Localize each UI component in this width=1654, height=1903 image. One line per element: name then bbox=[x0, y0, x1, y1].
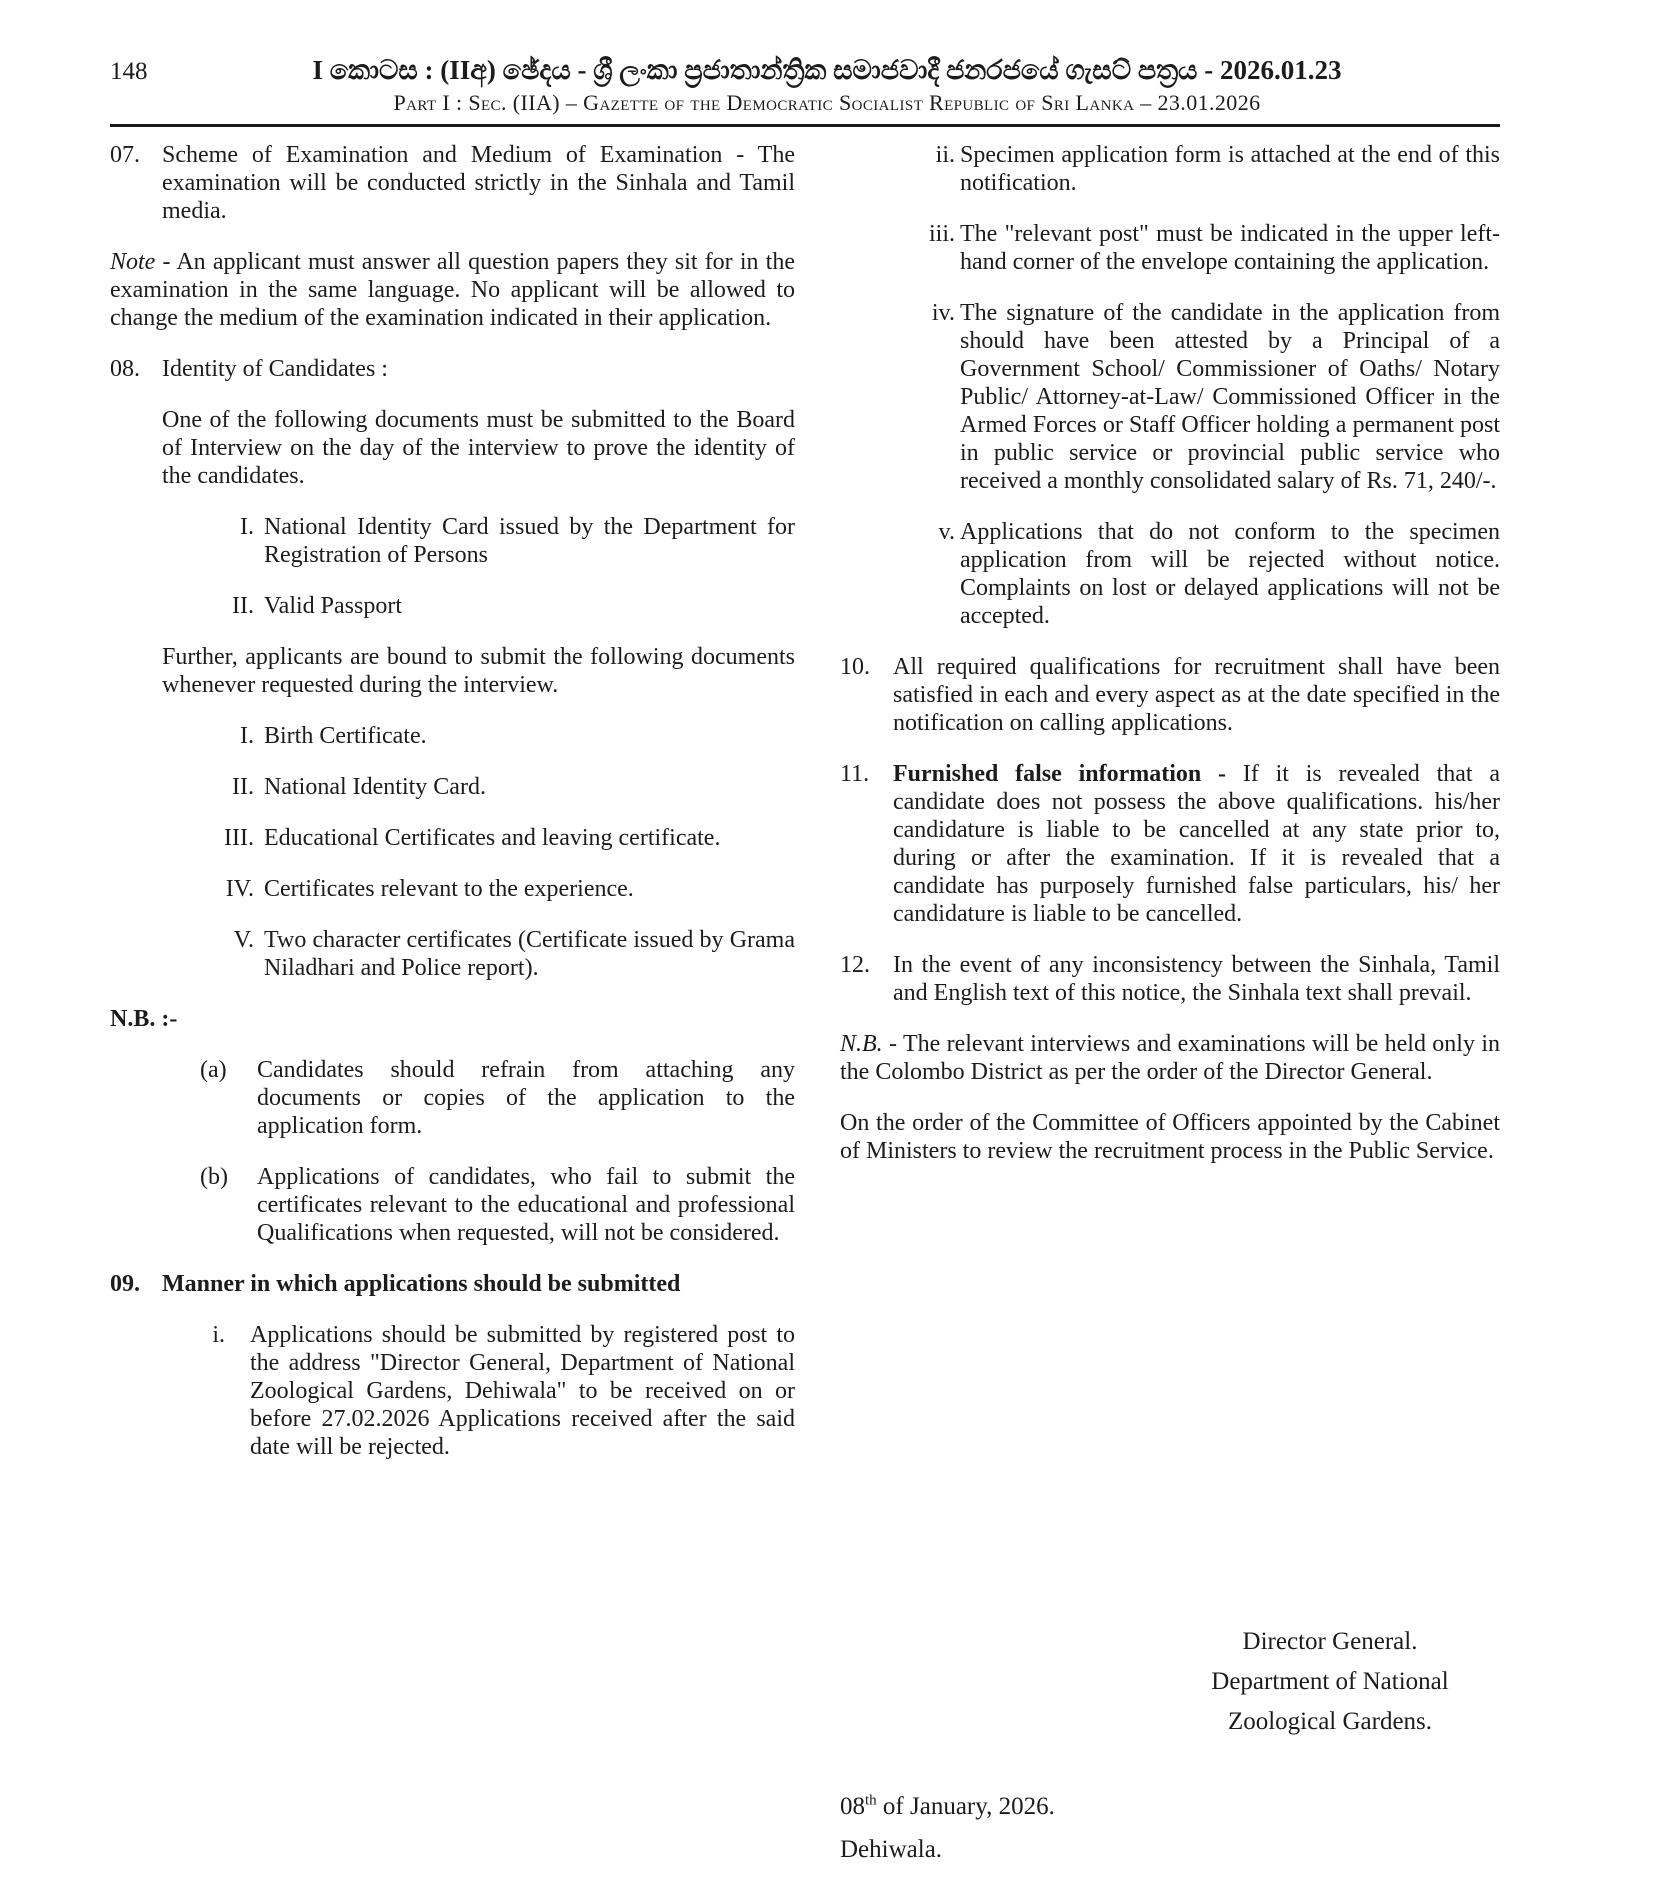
item-09-title: Manner in which applications should be submitted bbox=[162, 1271, 681, 1297]
roman-item-ii bbox=[840, 141, 1500, 197]
doc-list-item bbox=[110, 773, 795, 801]
item-09-sub-item bbox=[110, 1321, 795, 1461]
list-item-text: Birth Certificate. bbox=[264, 723, 427, 749]
roman-marker: iv. bbox=[931, 300, 955, 326]
doc-list-item bbox=[110, 824, 795, 852]
nb-text: - The relevant interviews and examinations will be held only in the Colombo District as per the order of the Director General. bbox=[840, 1031, 1500, 1085]
list-marker: (b) bbox=[200, 1164, 228, 1190]
item-12 bbox=[840, 951, 1500, 1007]
signature-dept-line2: Zoological Gardens. bbox=[1227, 1708, 1433, 1735]
list-marker: (a) bbox=[200, 1057, 227, 1083]
list-item-text: Candidates should refrain from attaching any documents or copies of the application to the application form. bbox=[257, 1057, 795, 1139]
page-header bbox=[0, 0, 1654, 127]
place-line: Dehiwala. bbox=[840, 1836, 943, 1863]
id-list-item bbox=[110, 592, 795, 620]
signature-block bbox=[1160, 1622, 1500, 1742]
date-place-block bbox=[840, 1785, 1055, 1871]
roman-marker: I. bbox=[240, 723, 254, 749]
item-07-text: Scheme of Examination and Medium of Examination - The examination will be conducted strictly in the Sinhala and Tamil media. bbox=[162, 142, 795, 224]
list-item-text: Applications should be submitted by registered post to the address "Director General, Department of National Zoological Gardens, Dehiwala" to be received on or before 27.02.2026 Applications received after the said date will be rejected. bbox=[250, 1322, 795, 1460]
header-title-english: Part I : Sec. (IIA) – Gazette of the Democratic Socialist Republic of Sri Lanka – 23.01.2026 bbox=[393, 90, 1261, 115]
note-label: Note bbox=[110, 249, 156, 275]
roman-marker: III. bbox=[224, 825, 254, 851]
list-item-text: Certificates relevant to the experience. bbox=[264, 876, 634, 902]
roman-marker: ii. bbox=[935, 142, 955, 168]
header-title-sinhala: I කොටස : (IIඅ) ඡේදය - ශ්‍රී ලංකා ප්‍රජාතාන්ත්‍රික සමාජවාදී ජනරජයේ ගැසට් පත්‍රය - 2026.01.23 bbox=[312, 55, 1342, 85]
doc-list-item bbox=[110, 722, 795, 750]
date-line: 08th of January, 2026. bbox=[840, 1792, 1055, 1820]
note-paragraph bbox=[110, 248, 795, 332]
list-item-text: Applications that do not conform to the specimen application from will be rejected without notice. Complaints on lost or delayed applications will not be accepted. bbox=[960, 519, 1500, 629]
left-column bbox=[110, 141, 795, 1484]
roman-marker: I. bbox=[240, 514, 254, 540]
roman-marker: v. bbox=[938, 519, 955, 545]
item-08-title: Identity of Candidates : bbox=[162, 356, 388, 382]
note-text: - An applicant must answer all question papers they sit for in the examination in the same language. No applicant will be allowed to change the medium of the examination indicated in their application. bbox=[110, 249, 795, 331]
item-11-bold-lead: Furnished false information - bbox=[893, 761, 1243, 787]
roman-item-v bbox=[840, 518, 1500, 630]
nb-list-item-a bbox=[110, 1056, 795, 1140]
roman-marker: iii. bbox=[928, 221, 955, 247]
list-item-text: National Identity Card. bbox=[264, 774, 486, 800]
item-10-text: All required qualifications for recruitment shall have been satisfied in each and every aspect as at the date specified in the notification on calling applications. bbox=[893, 654, 1500, 736]
item-12-number: 12. bbox=[840, 952, 870, 978]
doc-list-item bbox=[110, 875, 795, 903]
date-ordinal-suffix: th bbox=[865, 1792, 877, 1809]
two-column-body bbox=[110, 127, 1500, 1484]
item-11-number: 11. bbox=[840, 761, 870, 787]
nb-label: N.B. bbox=[840, 1031, 883, 1057]
item-10 bbox=[840, 653, 1500, 737]
item-09-heading bbox=[110, 1270, 795, 1298]
nb-heading: N.B. :- bbox=[110, 1006, 178, 1032]
item-10-number: 10. bbox=[840, 654, 870, 680]
list-marker: i. bbox=[212, 1322, 225, 1348]
item-12-text: In the event of any inconsistency between the Sinhala, Tamil and English text of this notice, the Sinhala text shall prevail. bbox=[893, 952, 1500, 1006]
list-item-text: The signature of the candidate in the application from should have been attested by a Principal of a Government School/ Commissioner of Oaths/ Notary Public/ Attorney-at-Law/ Commissioned Officer in the Armed Forces or Staff Officer holding a permanent post in public service or provincial public service who received a monthly consolidated salary of Rs. 71, 240/-. bbox=[960, 300, 1500, 494]
item-09-number: 09. bbox=[110, 1271, 140, 1297]
signature-dept-line1: Department of National bbox=[1211, 1668, 1449, 1695]
order-paragraph: On the order of the Committee of Officers appointed by the Cabinet of Ministers to review the recruitment process in the Public Service. bbox=[840, 1110, 1500, 1164]
signature-title: Director General. bbox=[1242, 1628, 1418, 1655]
list-item-text: Specimen application form is attached at the end of this notification. bbox=[960, 142, 1500, 196]
list-item-text: Educational Certificates and leaving certificate. bbox=[264, 825, 721, 851]
doc-list-item bbox=[110, 926, 795, 982]
id-list-item bbox=[110, 513, 795, 569]
roman-item-iv bbox=[840, 299, 1500, 495]
list-item-text: Applications of candidates, who fail to submit the certificates relevant to the educational and professional Qualifications when requested, will not be considered. bbox=[257, 1164, 795, 1246]
roman-marker: IV. bbox=[225, 876, 254, 902]
roman-marker: V. bbox=[233, 927, 254, 953]
roman-marker: II. bbox=[232, 593, 254, 619]
item-08-further: Further, applicants are bound to submit the following documents whenever requested during the interview. bbox=[162, 644, 795, 698]
list-item-text: The "relevant post" must be indicated in the upper left-hand corner of the envelope containing the application. bbox=[960, 221, 1500, 275]
list-item-text: National Identity Card issued by the Department for Registration of Persons bbox=[264, 514, 795, 568]
roman-item-iii bbox=[840, 220, 1500, 276]
item-11-text: If it is revealed that a candidate does not possess the above qualifications. his/her candidature is liable to be cancelled at any state prior to, during or after the examination. If it is revealed that a candidate has purposely furnished false particulars, his/ her candidature is liable to be cancelled. bbox=[893, 761, 1500, 927]
item-08-number: 08. bbox=[110, 356, 140, 382]
item-07-number: 07. bbox=[110, 142, 140, 168]
nb-list-item-b bbox=[110, 1163, 795, 1247]
item-07 bbox=[110, 141, 795, 225]
item-11 bbox=[840, 760, 1500, 928]
list-item-text: Two character certificates (Certificate issued by Grama Niladhari and Police report). bbox=[264, 927, 795, 981]
item-08 bbox=[110, 355, 795, 383]
page-number: 148 bbox=[110, 58, 148, 85]
item-08-intro: One of the following documents must be submitted to the Board of Interview on the day of the interview to prove the identity of the candidates. bbox=[162, 407, 795, 489]
roman-marker: II. bbox=[232, 774, 254, 800]
list-item-text: Valid Passport bbox=[264, 593, 402, 619]
nb-paragraph bbox=[840, 1030, 1500, 1086]
right-column bbox=[840, 141, 1500, 1484]
